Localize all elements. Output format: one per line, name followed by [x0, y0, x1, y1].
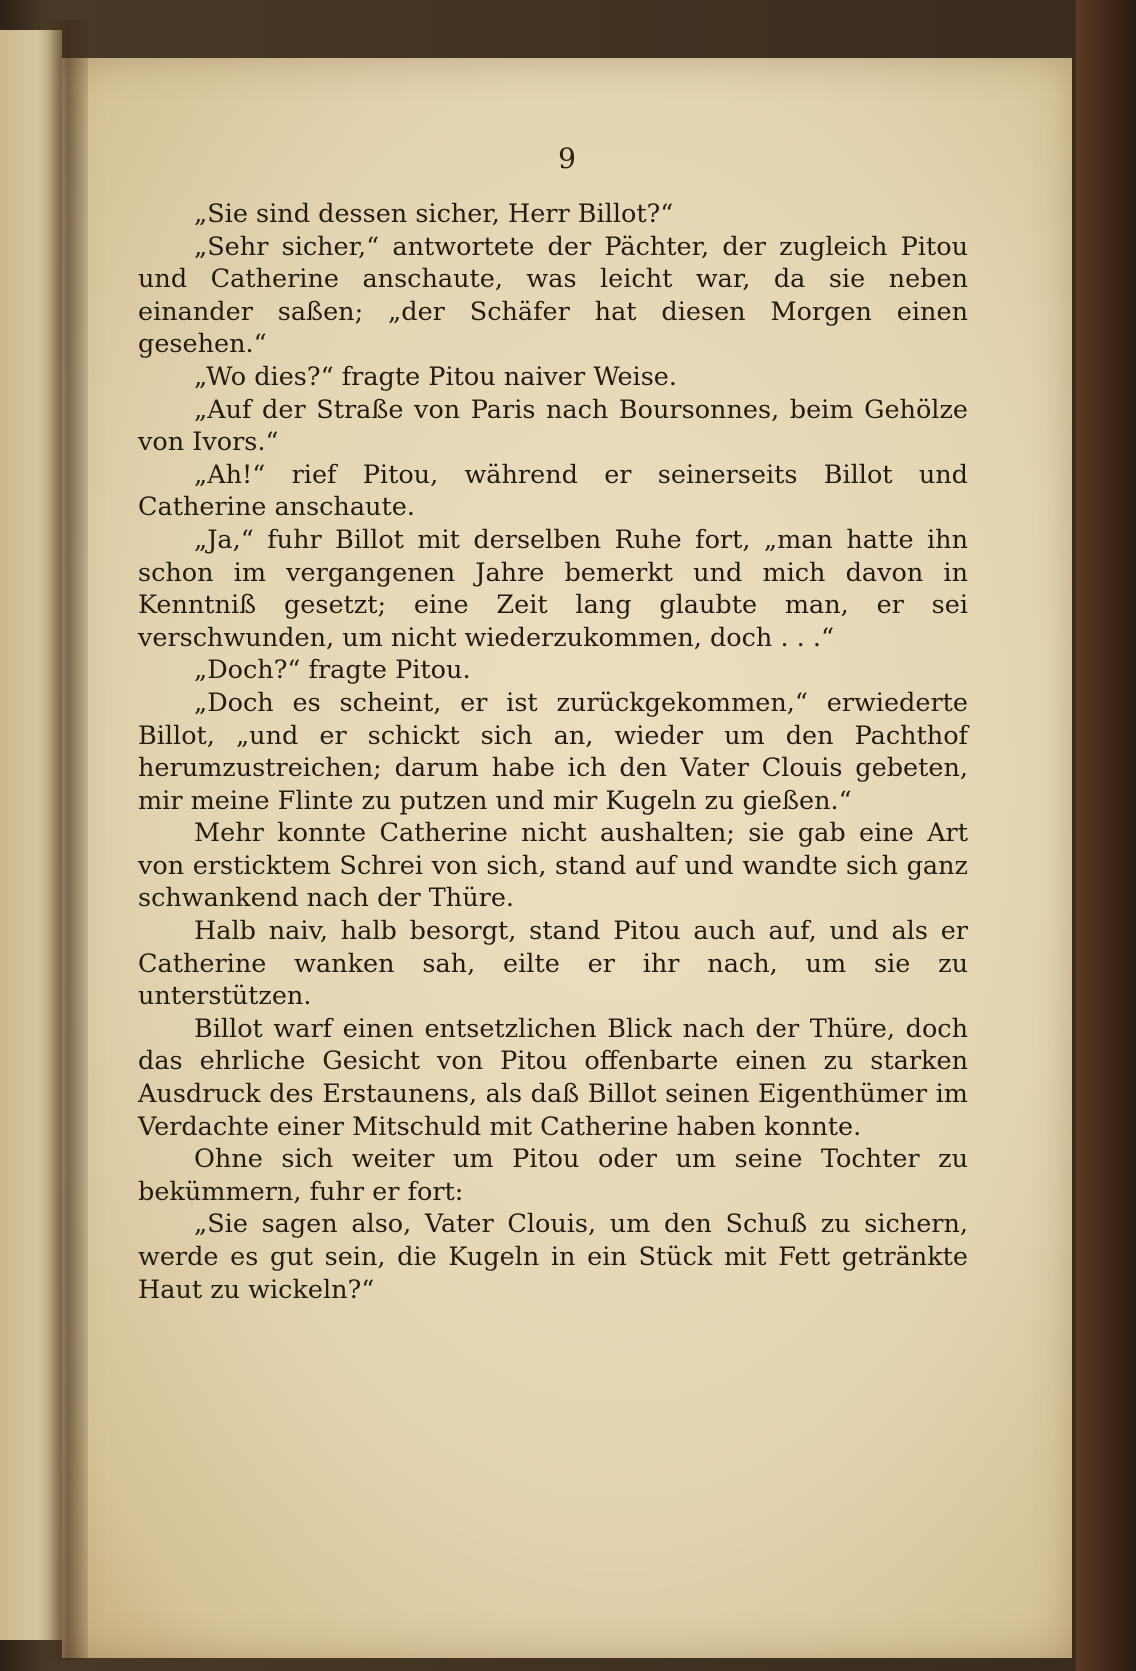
paragraph: „Doch?“ fragte Pitou.: [194, 655, 471, 686]
book-page: [62, 58, 1072, 1658]
paragraph: Ohne sich weiter um Pitou oder um seine Tochter zu bekümmern, fuhr er fort:: [138, 1144, 968, 1207]
paragraph: „Auf der Straße von Paris nach Boursonnes, beim Gehölze von Ivors.“: [138, 394, 968, 458]
page-number: 9: [558, 142, 576, 175]
paragraph: „Sie sind dessen sicher, Herr Billot?“: [194, 199, 674, 229]
spine-shadow: [48, 20, 88, 1660]
paragraph: Mehr konnte Catherine nicht aushalten; sie gab eine Art von ersticktem Schrei von sich, stand auf und wandte sich ganz schwankend nach der Thüre.: [138, 818, 968, 914]
paragraph: Billot warf einen entsetzlichen Blick nach der Thüre, doch das ehrliche Gesicht von Pitou offenbarte einen zu starken Ausdruck des Erstaunens, als daß Billot seinen Eigenthümer im Verdachte einer Mitschuld mit Catherine haben konnte.: [138, 1013, 968, 1142]
book-cover-edge: [1076, 0, 1136, 1671]
paragraph: Halb naiv, halb besorgt, stand Pitou auch auf, und als er Catherine wanken sah, eilte er ihr nach, um sie zu unterstützen.: [138, 916, 968, 1012]
paragraph: „Sehr sicher,“ antwortete der Pächter, der zugleich Pitou und Catherine anschaute, was leicht war, da sie neben einander saßen; „der Schäfer hat diesen Morgen einen gesehen.“: [138, 231, 968, 360]
paragraph: „Sie sagen also, Vater Clouis, um den Schuß zu sichern, werde es gut sein, die Kugeln in ein Stück mit Fett getränkte Haut zu wickeln?“: [138, 1209, 968, 1305]
paragraph: „Doch es scheint, er ist zurückgekommen,“ erwiederte Billot, „und er schickt sich an, wieder um den Pachthof herumzustreichen; darum habe ich den Vater Clouis gebeten, mir meine Flinte zu putzen und mir Kugeln zu gießen.“: [138, 687, 968, 816]
paragraph: „Ja,“ fuhr Billot mit derselben Ruhe fort, „man hatte ihn schon im vergangenen Jahre bemerkt und mich davon in Kenntniß gesetzt; eine Zeit lang glaubte man, er sei verschwunden, um nicht wiederzukommen, doch . . .“: [138, 524, 968, 653]
page-text: [138, 198, 968, 1306]
paragraph: „Wo dies?“ fragte Pitou naiver Weise.: [194, 361, 677, 392]
paragraph: „Ah!“ rief Pitou, während er seinerseits Billot und Catherine anschaute.: [138, 459, 968, 523]
